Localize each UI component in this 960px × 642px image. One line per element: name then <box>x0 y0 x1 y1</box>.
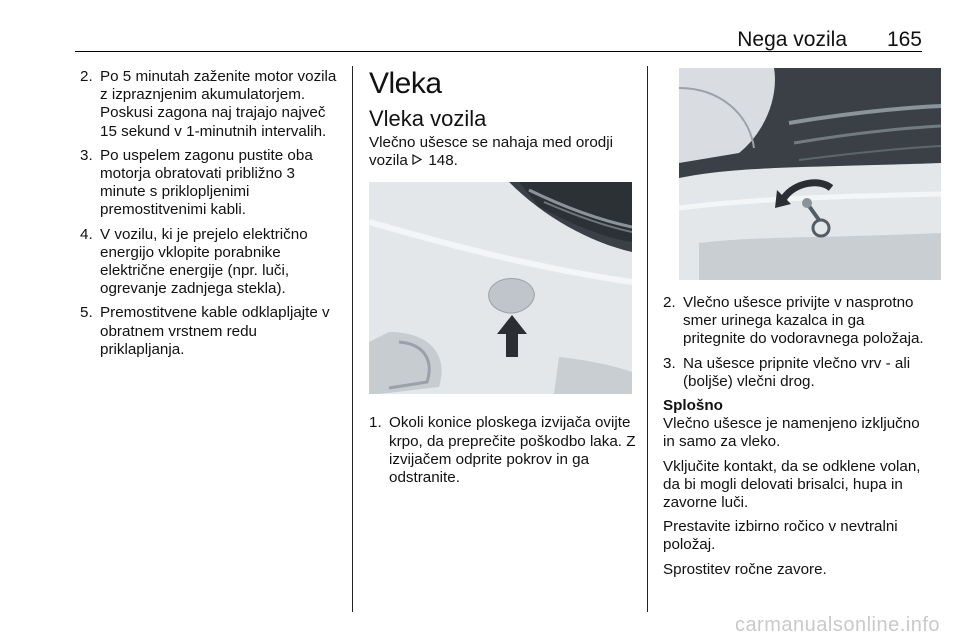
column-divider <box>647 66 648 612</box>
list-number: 3. <box>80 146 93 164</box>
subheading: Splošno <box>663 397 723 415</box>
header-divider <box>75 51 922 52</box>
list-text: Na ušesce pripnite vlečno vrv - ali (boljše) vlečni drog. <box>683 354 911 390</box>
list-item <box>663 355 925 391</box>
list-item <box>369 414 637 487</box>
list-item <box>663 294 925 349</box>
list-number: 3. <box>663 354 676 372</box>
tow-eye-installation-illustration <box>679 68 941 280</box>
page-reference-link[interactable]: 148. <box>428 152 458 170</box>
list-text: Okoli konice ploskega izvijača ovijte krpo, da preprečite poškodbo laka. Z izvijačem odprite pokrov in ga odstranite. <box>389 414 636 487</box>
list-text: V vozilu, ki je prejelo električno energijo vklopite porabnike električne energije (npr. luči, ogrevanje zadnjega stekla). <box>100 225 308 298</box>
list-item <box>80 147 342 220</box>
list-number: 1. <box>369 414 382 432</box>
column-2 <box>369 68 637 493</box>
list-number: 2. <box>663 294 676 311</box>
list-item <box>80 304 342 359</box>
column-1 <box>80 68 342 365</box>
list-text: Vlečno ušesce privijte v nasprotno smer urinega kazalca in ga pritegnite do vodoravnega položaja. <box>683 294 924 348</box>
paragraph: Sprostitev ročne zavore. <box>663 560 827 578</box>
watermark: carmanualsonline.info <box>734 614 940 636</box>
paragraph: Prestavite izbirno ročico v nevtralni položaj. <box>663 518 898 554</box>
page-header <box>75 28 922 52</box>
list-text: Premostitvene kable odklapljajte v obratnem vrstnem redu priklapljanja. <box>100 304 330 358</box>
paragraph: Vlečno ušesce je namenjeno izključno in samo za vleko. <box>663 415 920 451</box>
column-divider <box>352 66 353 612</box>
column-3 <box>663 68 925 585</box>
page-number: 165 <box>886 28 922 51</box>
bumper-cover-illustration <box>369 182 632 394</box>
list-text: Po uspelem zagonu pustite oba motorja obratovati približno 3 minute s priklopljenimi premostitvenimi kabli. <box>100 146 313 219</box>
paragraph: Vključite kontakt, da se odklene volan, da bi mogli delovati brisalci, hupa in zavorne luči. <box>663 457 921 512</box>
list-number: 5. <box>80 304 93 322</box>
list-number: 2. <box>80 68 93 85</box>
list-text: Po 5 minutah zaženite motor vozila z izpraznjenim akumulatorjem. Poskusi zagona naj trajajo največ 15 sekund v 1-minutnih intervalih. <box>100 68 337 140</box>
section-title: Vleka vozila <box>369 106 487 131</box>
list-number: 4. <box>80 225 93 243</box>
page-title: Nega vozila <box>737 28 847 51</box>
intro-text: Vlečno ušesce se nahaja med orodji vozila <box>369 134 613 170</box>
list-item <box>80 68 342 141</box>
triangle-right-icon[interactable] <box>412 152 424 170</box>
intro-paragraph <box>369 134 637 170</box>
chapter-title: Vleka <box>369 67 442 100</box>
list-item <box>80 226 342 299</box>
